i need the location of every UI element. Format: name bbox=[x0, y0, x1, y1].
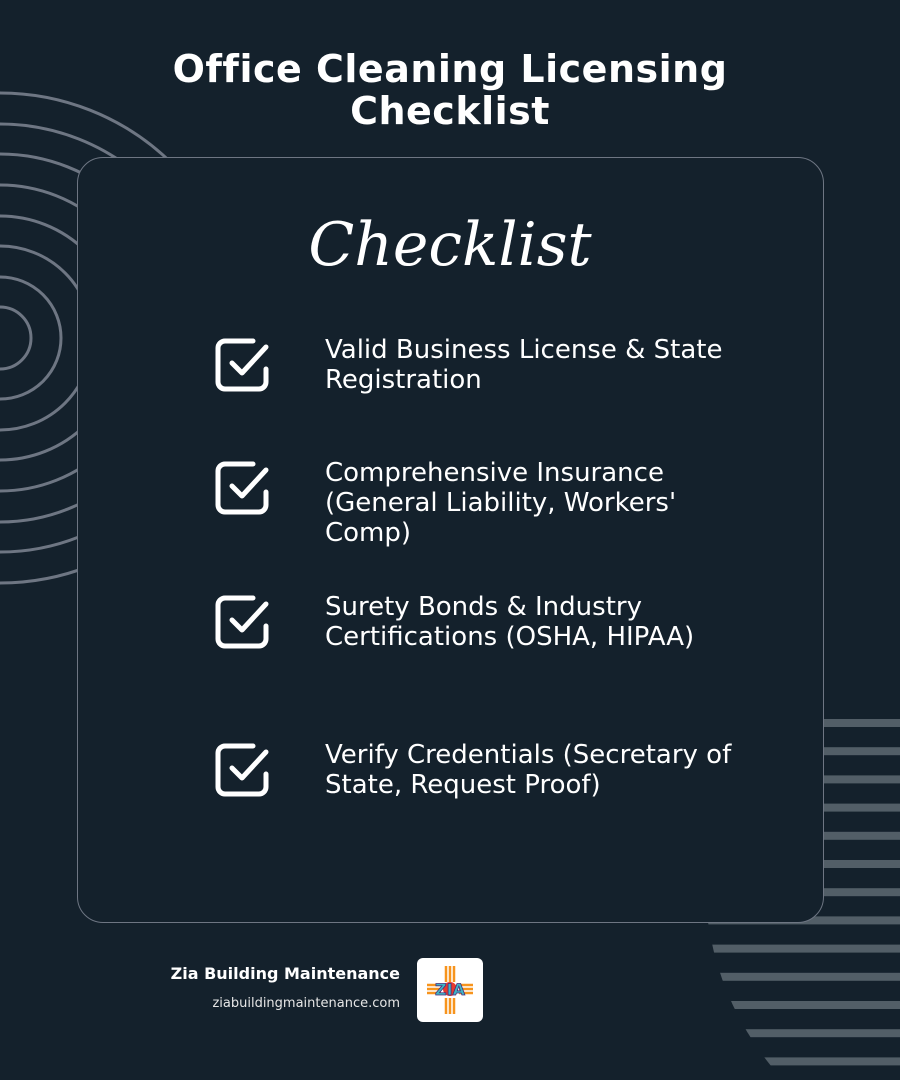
stripe bbox=[600, 945, 900, 953]
page-title bbox=[0, 48, 900, 132]
stripe bbox=[600, 1029, 900, 1037]
checklist-item bbox=[213, 740, 745, 800]
checkbox-checked-icon bbox=[213, 740, 273, 800]
company-logo bbox=[417, 958, 483, 1022]
stripe bbox=[600, 1057, 900, 1065]
checklist-item bbox=[213, 458, 745, 548]
checklist-item bbox=[213, 592, 745, 652]
checklist-item-text: Verify Credentials (Secretary of State, Request Proof) bbox=[325, 740, 732, 800]
checkbox-checked-icon bbox=[213, 335, 273, 395]
svg-text:ZIA: ZIA bbox=[435, 980, 465, 999]
checklist-item-text: Valid Business License & State Registration bbox=[325, 335, 723, 395]
stripe bbox=[600, 973, 900, 981]
title-line-2: Checklist bbox=[350, 89, 550, 133]
checkbox-checked-icon bbox=[213, 592, 273, 652]
zia-sun-logo-icon bbox=[417, 958, 483, 1022]
checkbox-checked-icon bbox=[213, 458, 273, 518]
checklist-item-text: Comprehensive Insurance (General Liability, Workers' Comp) bbox=[325, 458, 677, 548]
checklist-heading: Checklist bbox=[308, 210, 592, 280]
stripe bbox=[600, 1001, 900, 1009]
company-name: Zia Building Maintenance bbox=[170, 964, 400, 983]
company-website[interactable]: ziabuildingmaintenance.com bbox=[212, 996, 400, 1011]
title-line-1: Office Cleaning Licensing bbox=[172, 47, 728, 91]
checklist-item bbox=[213, 335, 745, 395]
checklist-item-text: Surety Bonds & Industry Certifications (OSHA, HIPAA) bbox=[325, 592, 695, 652]
